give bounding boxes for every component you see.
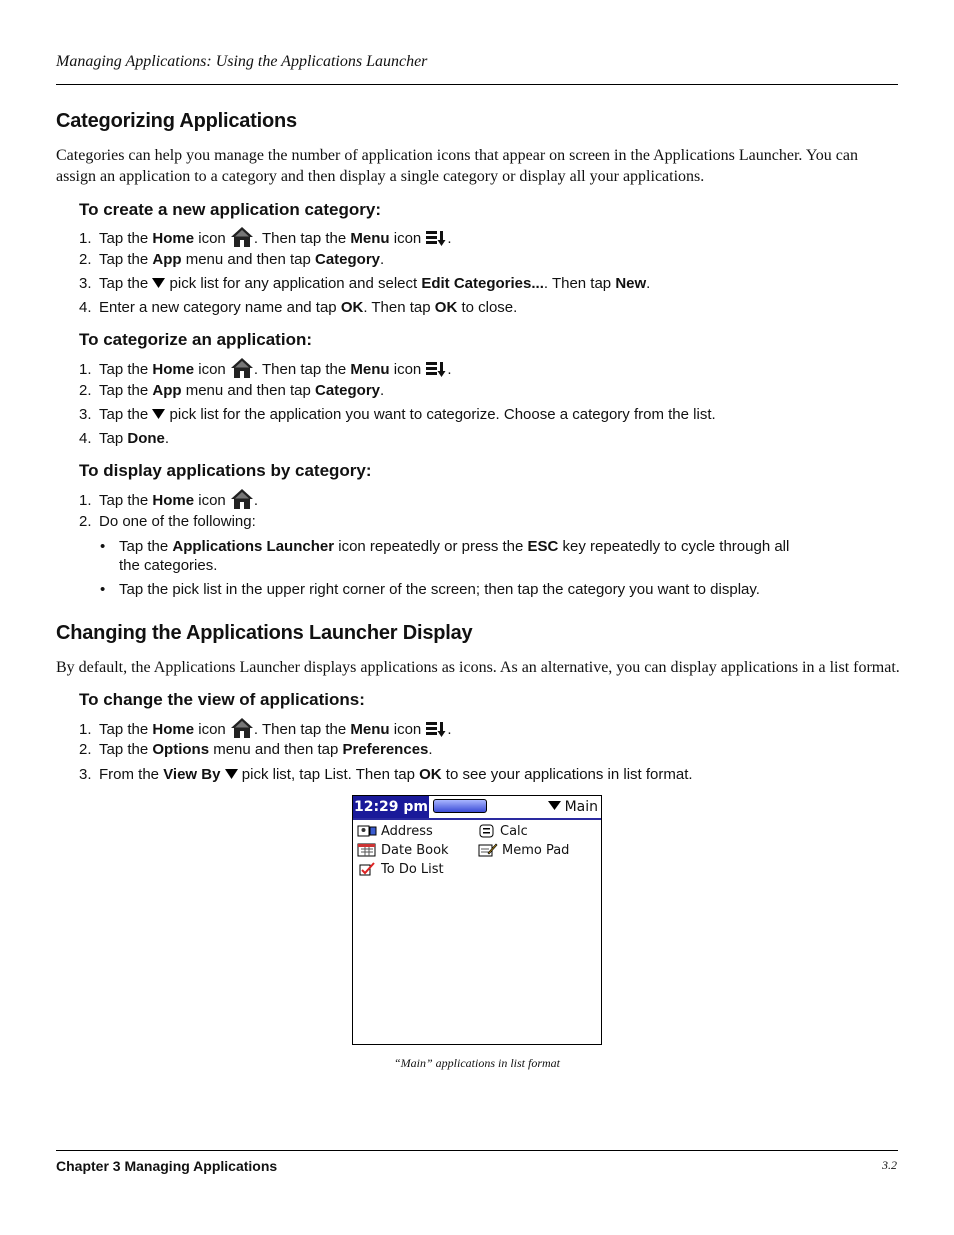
- step-2: 2. Tap the App menu and then tap Category.: [79, 382, 385, 399]
- pick-list-arrow-icon: [152, 275, 165, 293]
- menu-icon: [425, 228, 447, 253]
- section-title-changing-display: Changing the Applications Launcher Display: [56, 622, 473, 644]
- running-header: Managing Applications: Using the Applications Launcher: [56, 53, 428, 70]
- memopad-icon: [478, 843, 498, 857]
- home-icon: [230, 488, 254, 515]
- category-label: Main: [564, 799, 598, 815]
- clock[interactable]: 12:29 pm: [353, 796, 429, 818]
- step-2: 2. Tap the Options menu and then tap Preferences.: [79, 741, 433, 758]
- app-calc[interactable]: Calc: [478, 824, 528, 840]
- app-to-do-list[interactable]: To Do List: [357, 862, 444, 878]
- step-4: 4. Tap Done.: [79, 430, 170, 447]
- calc-icon: [478, 824, 496, 838]
- menu-icon: [425, 359, 447, 384]
- home-icon: [230, 717, 254, 744]
- procedure-title-categorize: To categorize an application:: [79, 330, 312, 349]
- pick-list-arrow-icon: [225, 766, 238, 784]
- step-1: 1. Tap the Home icon .: [79, 488, 258, 515]
- footer-chapter: Chapter 3 Managing Applications: [56, 1158, 278, 1174]
- section-title-categorizing: Categorizing Applications: [56, 110, 297, 132]
- step-2: 2. Tap the App menu and then tap Category.: [79, 251, 385, 268]
- datebook-icon: [357, 843, 377, 857]
- home-icon: [230, 357, 254, 384]
- home-icon: [230, 226, 254, 253]
- pick-list-arrow-icon: [152, 406, 165, 424]
- app-address[interactable]: Address: [357, 824, 433, 840]
- pick-list-arrow-icon: [548, 801, 561, 810]
- app-memo-pad[interactable]: Memo Pad: [478, 843, 569, 859]
- bullet-dot: •: [100, 581, 106, 598]
- page-number: 3.2: [882, 1158, 897, 1172]
- title-bar: [353, 796, 601, 820]
- step-1: 1. Tap the Home icon . Then tap the Menu icon .: [79, 717, 452, 744]
- bullet-item: • Tap the pick list in the upper right corner of the screen; then tap the category you want to display.: [100, 581, 760, 598]
- launcher-screenshot: [352, 795, 602, 1045]
- header-rule: [56, 84, 898, 85]
- bullet-item: • Tap the Applications Launcher icon repeatedly or press the ESC key repeatedly to cycle through all the categories.: [100, 538, 790, 574]
- address-icon: [357, 824, 377, 838]
- step-3: 3. Tap the pick list for any application and select Edit Categories.... Then tap New.: [79, 275, 651, 292]
- step-1: 1. Tap the Home icon . Then tap the Menu icon .: [79, 226, 452, 253]
- step-1: 1. Tap the Home icon . Then tap the Menu icon .: [79, 357, 452, 384]
- bullet-dot: •: [100, 538, 106, 555]
- figure-caption: “Main” applications in list format: [393, 1056, 561, 1070]
- battery-gauge-icon: [433, 799, 487, 813]
- procedure-title-change-view: To change the view of applications:: [79, 690, 365, 709]
- app-date-book[interactable]: Date Book: [357, 843, 449, 859]
- procedure-title-create: To create a new application category:: [79, 200, 381, 219]
- procedure-title-display: To display applications by category:: [79, 461, 372, 480]
- intro-paragraph: By default, the Applications Launcher displays applications as icons. As an alternative, you can display applications in a list format.: [56, 659, 900, 676]
- intro-paragraph: Categories can help you manage the number of application icons that appear on screen in the Applications Launcher. You can assign an application to a category and then display a single category or display all your applications.: [56, 147, 858, 185]
- footer-rule: [56, 1150, 898, 1151]
- step-2: 2. Do one of the following:: [79, 513, 256, 530]
- step-3: 3. Tap the pick list for the application you want to categorize. Choose a category from the list.: [79, 406, 716, 423]
- step-3: 3. From the View By pick list, tap List. Then tap OK to see your applications in list format.: [79, 766, 693, 783]
- todo-icon: [357, 862, 377, 876]
- category-pick-list[interactable]: [548, 797, 598, 817]
- step-4: 4. Enter a new category name and tap OK. Then tap OK to close.: [79, 299, 518, 316]
